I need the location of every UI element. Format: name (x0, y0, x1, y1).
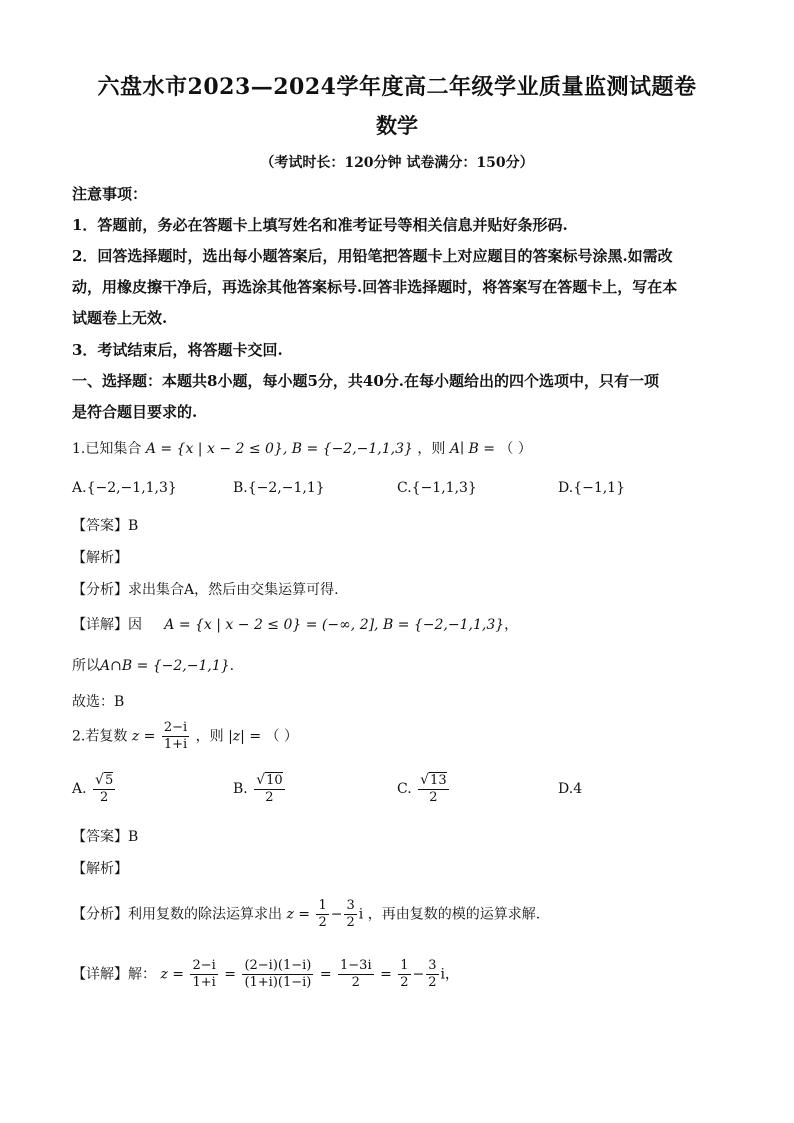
q2-option-a-num: 5 (104, 773, 114, 788)
q2-detail-d1-num: 2−i (192, 958, 216, 973)
q2-detail-fraction-1 (190, 958, 217, 991)
notice-item-3: 3．考试结束后，将答题卡交回. (72, 341, 283, 359)
q2-detail-d4-den: 2 (400, 975, 409, 990)
q1-option-b (233, 480, 325, 496)
q2-detail-eq-3: = (380, 966, 392, 983)
q2-fenxi-f1-den: 2 (318, 915, 327, 930)
q2-detail-fraction-4 (398, 958, 410, 991)
q1-option-d-label: D. (558, 480, 574, 496)
q2-prefix: 2.若复数 (72, 728, 128, 745)
q1-sets: A = {x | x − 2 ≤ 0}, B = {−2,−1,1,3} (145, 441, 413, 457)
q2-z-num: 2−i (163, 720, 188, 735)
page-title: 六盘水市2023—2024学年度高二年级学业质量监测试题卷 (97, 74, 697, 100)
q2-fenxi-z: z = (286, 906, 311, 923)
q2-option-b-fraction (254, 772, 284, 806)
q2-detail-d2-num: (2−i)(1−i) (244, 958, 312, 973)
q2-option-d-label: D. (558, 781, 574, 797)
q1-conclusion-prefix: 所以 (72, 658, 100, 674)
q1-answer: 【答案】B (72, 518, 139, 534)
q1-option-a (72, 480, 177, 496)
q2-detail-d5-num: 3 (428, 958, 437, 973)
q2-paren: （ ） (265, 728, 298, 745)
notice-item-1: 1．答题前，务必在答题卡上填写姓名和准考证号等相关信息并贴好条形码. (72, 216, 568, 234)
q1-option-d (558, 480, 625, 496)
q2-option-c-den: 2 (429, 790, 438, 805)
q2-detail-eq-2: = (319, 966, 332, 983)
q2-option-c (397, 772, 451, 806)
q2-detail-tag: 【详解】 (72, 966, 128, 983)
q2-option-d (558, 781, 582, 797)
q2-fenxi-tag: 【分析】 (72, 906, 128, 923)
q2-detail-d3-num: 1−3i (340, 958, 372, 973)
q1-fenxi-text: 求出集合A，然后由交集运算可得. (128, 582, 339, 598)
notice-item-2-line-3: 试题卷上无效. (72, 309, 168, 327)
subject-title: 数学 (376, 113, 418, 138)
q2-z-den: 1+i (163, 737, 188, 752)
q2-fenxi-tail: ，再由复数的模的运算求解. (367, 906, 541, 923)
q1-option-d-value: {−1,1} (573, 480, 625, 496)
q1-option-c-value: {−1,1,3} (411, 480, 477, 496)
sqrt-icon: √ (420, 772, 430, 788)
q2-z-eq: z = (131, 728, 156, 745)
q2-detail-d4-num: 1 (400, 958, 409, 973)
q1-fenxi-tag: 【分析】 (72, 582, 128, 598)
exam-info: （考试时长：120分钟 试卷满分：150分） (260, 155, 534, 171)
q2-detail-d2-den: (1+i)(1−i) (244, 975, 312, 990)
q2-option-b-den: 2 (265, 790, 274, 805)
q2-option-b (233, 772, 287, 806)
q2-detail-fraction-2 (242, 958, 313, 991)
q2-analysis-label: 【解析】 (72, 861, 128, 877)
q2-mid: ，则 (195, 728, 224, 745)
q2-fenxi (72, 898, 726, 931)
q1-suffix: ，则 (417, 441, 446, 457)
q2-option-c-num: 13 (430, 773, 447, 788)
q1-option-a-value: {−2,−1,1,3} (86, 480, 177, 496)
q2-answer: 【答案】B (72, 829, 139, 845)
q2-detail-fraction-5 (426, 958, 438, 991)
q2-option-b-label: B. (233, 781, 248, 797)
notice-heading: 注意事项： (72, 185, 148, 203)
q2-option-a-fraction (93, 772, 115, 806)
q1-detail-prefix: 因 (128, 617, 142, 633)
q1-expr: A∣ B = (449, 441, 495, 457)
section-1-heading-line-2: 是符合题目要求的. (72, 403, 198, 421)
q1-detail-math: A = {x | x − 2 ≤ 0} = (−∞, 2], B = {−2,−1,1,3} (164, 617, 505, 633)
q2-abs: |z| = (228, 728, 262, 745)
q2-z-fraction (162, 720, 189, 753)
q1-option-b-label: B. (233, 480, 248, 496)
q1-conclusion-suffix: . (229, 658, 235, 674)
q1-prefix: 1.已知集合 (72, 441, 142, 457)
notice-item-2-line-2: 动，用橡皮擦干净后，再选涂其他答案标号.回答非选择题时，将答案写在答题卡上，写在本 (72, 278, 678, 296)
q1-conclusion (72, 655, 726, 675)
q1-option-c-label: C. (397, 480, 412, 496)
q2-detail-fraction-3 (338, 958, 374, 991)
q2-option-a-label: A. (72, 781, 87, 797)
q1-conclusion-math: A∩B = {−2,−1,1} (100, 658, 230, 674)
q2-option-c-label: C. (397, 781, 412, 797)
q2-detail-d5-den: 2 (428, 975, 437, 990)
q2-fenxi-f2-num: 3 (346, 898, 355, 913)
q2-fenxi-fraction-2 (344, 898, 356, 931)
q2-detail-prefix: 解： (128, 966, 156, 983)
question-2-stem (72, 720, 726, 753)
q1-detail-tag: 【详解】 (72, 617, 128, 633)
q2-option-c-fraction (418, 772, 448, 806)
q2-option-a (72, 772, 117, 806)
q1-choice: 故选：B (72, 694, 125, 710)
q2-fenxi-minus: − (330, 906, 343, 923)
q2-fenxi-text: 利用复数的除法运算求出 (128, 906, 282, 923)
q2-option-a-den: 2 (99, 790, 109, 805)
q2-option-d-value: 4 (573, 781, 583, 797)
q2-fenxi-fraction-1 (316, 898, 328, 931)
q2-detail-eq-1: = (224, 966, 236, 983)
q2-fenxi-f1-num: 1 (318, 898, 327, 913)
q2-detail-d1-den: 1+i (192, 975, 216, 990)
q2-detail (72, 958, 726, 991)
q2-detail-z: z = (160, 966, 185, 983)
q1-detail-suffix: ， (504, 617, 519, 633)
sqrt-icon: √ (95, 772, 104, 788)
q2-fenxi-f2-den: 2 (346, 915, 355, 930)
q2-detail-d3-den: 2 (351, 975, 360, 990)
q2-detail-tail: i， (440, 966, 460, 983)
q1-option-b-value: {−2,−1,1} (247, 480, 325, 496)
question-1-stem (72, 438, 726, 458)
q1-analysis-label: 【解析】 (72, 550, 128, 566)
q2-detail-minus: − (412, 966, 425, 983)
sqrt-icon: √ (256, 772, 266, 788)
q2-fenxi-i: i (358, 906, 364, 923)
notice-item-2-line-1: 2．回答选择题时，选出每小题答案后，用铅笔把答题卡上对应题目的答案标号涂黑.如需改 (72, 247, 673, 265)
q1-fenxi (72, 579, 726, 599)
q1-paren: （ ） (499, 441, 532, 457)
q1-option-a-label: A. (72, 480, 87, 496)
section-1-heading-line-1: 一、选择题：本题共8小题，每小题5分，共40分.在每小题给出的四个选项中，只有一项 (72, 372, 659, 390)
q1-detail (72, 614, 726, 634)
q2-option-b-num: 10 (266, 773, 283, 788)
q1-option-c (397, 480, 477, 496)
